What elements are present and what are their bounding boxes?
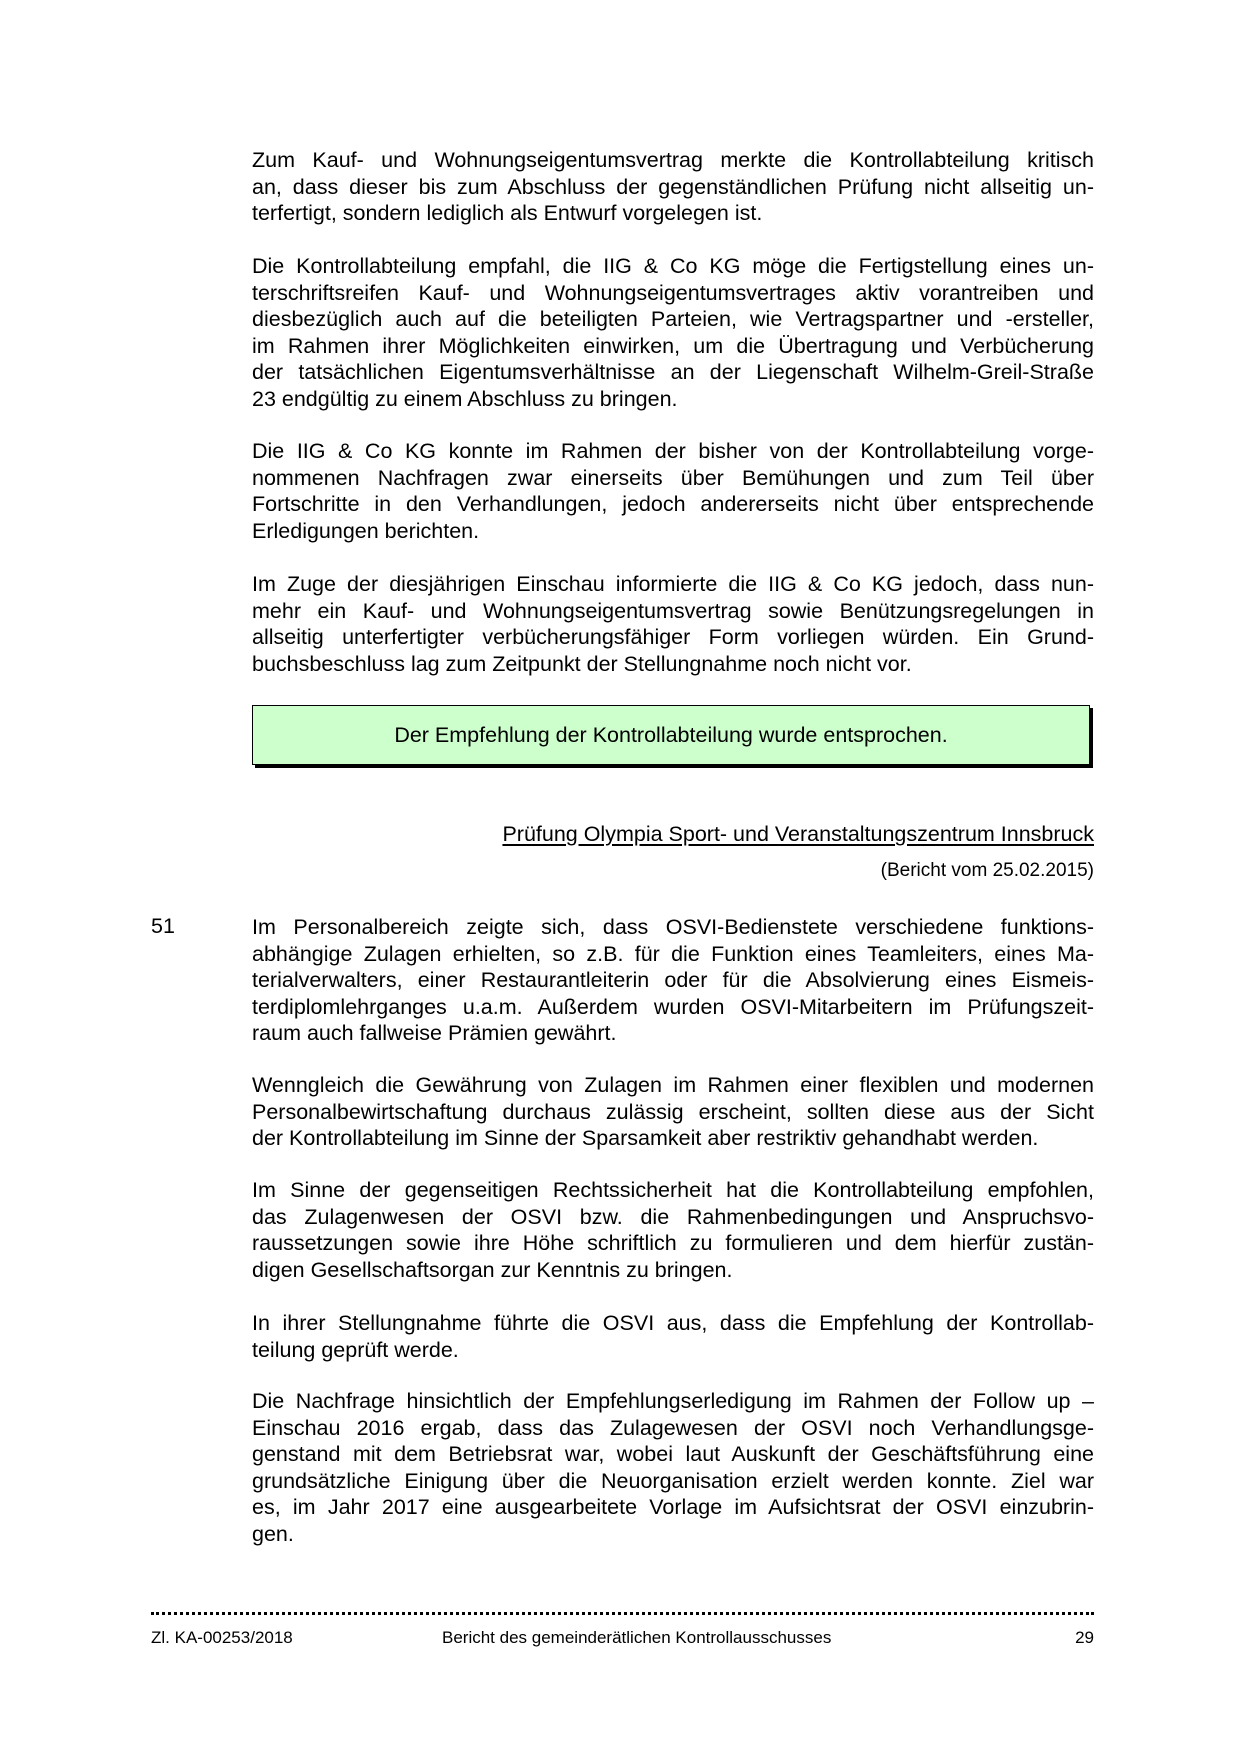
- paragraph-follow-up: [252, 1388, 1094, 1547]
- text-line: allseitig unterfertigter verbücherungsfähiger Form vorliegen würden. Ein Grund-: [252, 625, 1094, 649]
- paragraph-inquiries: [252, 438, 1094, 544]
- text-line: Wenngleich die Gewährung von Zulagen im Rahmen einer flexiblen und modernen: [252, 1073, 1094, 1097]
- item-number: 51: [151, 914, 175, 938]
- recommendation-status-box: [252, 705, 1090, 765]
- paragraph-inspection-result: [252, 571, 1094, 677]
- text-line: buchsbeschluss lag zum Zeitpunkt der Stellungnahme noch nicht vor.: [252, 651, 912, 676]
- text-line: diesbezüglich auch auf die beteiligten Parteien, wie Vertragspartner und -ersteller,: [252, 307, 1094, 331]
- paragraph-personnel-allowances: [252, 914, 1094, 1047]
- text-line: terfertigt, sondern lediglich als Entwurf vorgelegen ist.: [252, 201, 763, 225]
- text-line: genstand mit dem Betriebsrat war, wobei laut Auskunft der Geschäftsführung eine: [252, 1442, 1094, 1466]
- footer-reference: Zl. KA-00253/2018: [151, 1628, 293, 1647]
- text-line: das Zulagenwesen der OSVI bzw. die Rahmenbedingungen und Anspruchsvo-: [252, 1204, 1094, 1229]
- text-line: raussetzungen sowie ihre Höhe schriftlich zu formulieren und dem hierfür zustän-: [252, 1231, 1094, 1255]
- text-line: Die IIG & Co KG konnte im Rahmen der bisher von der Kontrollabteilung vorge-: [252, 439, 1094, 463]
- text-line: der Kontrollabteilung im Sinne der Sparsamkeit aber restriktiv gehandhabt werden.: [252, 1126, 1039, 1150]
- text-line: Im Sinne der gegenseitigen Rechtssicherheit hat die Kontrollabteilung empfohlen,: [252, 1178, 1094, 1202]
- text-line: Fortschritte in den Verhandlungen, jedoch andererseits nicht über entsprechende: [252, 492, 1094, 516]
- text-line: teilung geprüft werde.: [252, 1337, 459, 1362]
- text-line: Einschau 2016 ergab, dass das Zulagewesen der OSVI noch Verhandlungsge-: [252, 1415, 1094, 1440]
- text-line: gen.: [252, 1521, 294, 1546]
- text-line: terialverwalters, einer Restaurantleiterin oder für die Absolvierung eines Eismeis-: [252, 968, 1094, 992]
- text-line: terschriftsreifen Kauf- und Wohnungseigentumsvertrages aktiv vorantreiben und: [252, 280, 1094, 305]
- section-subtitle: (Bericht vom 25.02.2015): [880, 860, 1094, 881]
- text-line: Die Kontrollabteilung empfahl, die IIG & Co KG möge die Fertigstellung eines un-: [252, 254, 1094, 278]
- footer-divider: [151, 1612, 1094, 1615]
- section-title: Prüfung Olympia Sport- und Veranstaltungszentrum Innsbruck: [502, 822, 1094, 846]
- paragraph-recommendation: [252, 253, 1094, 412]
- text-line: Die Nachfrage hinsichtlich der Empfehlungserledigung im Rahmen der Follow up –: [252, 1389, 1094, 1413]
- text-line: terdiplomlehrganges u.a.m. Außerdem wurden OSVI-Mitarbeitern im Prüfungszeit-: [252, 994, 1094, 1019]
- text-line: nommenen Nachfragen zwar einerseits über Bemühungen und zum Teil über: [252, 465, 1094, 490]
- text-line: an, dass dieser bis zum Abschluss der gegenständlichen Prüfung nicht allseitig un-: [252, 174, 1094, 199]
- page-number: 29: [1075, 1628, 1094, 1647]
- text-line: Personalbewirtschaftung durchaus zulässig erscheint, sollten diese aus der Sicht: [252, 1099, 1094, 1124]
- text-line: In ihrer Stellungnahme führte die OSVI aus, dass die Empfehlung der Kontrollab-: [252, 1311, 1094, 1335]
- paragraph-allowance-assessment: [252, 1072, 1094, 1152]
- paragraph-legal-certainty: [252, 1177, 1094, 1283]
- text-line: raum auch fallweise Prämien gewährt.: [252, 1021, 617, 1045]
- text-line: 23 endgültig zu einem Abschluss zu bringen.: [252, 386, 678, 411]
- text-line: Im Zuge der diesjährigen Einschau informierte die IIG & Co KG jedoch, dass nun-: [252, 572, 1094, 596]
- text-line: es, im Jahr 2017 eine ausgearbeitete Vorlage im Aufsichtsrat der OSVI einzubrin-: [252, 1495, 1094, 1519]
- text-line: digen Gesellschaftsorgan zur Kenntnis zu bringen.: [252, 1257, 733, 1282]
- paragraph-contract-criticism: [252, 147, 1094, 227]
- text-line: abhängige Zulagen erhielten, so z.B. für die Funktion eines Teamleiters, eines Ma-: [252, 941, 1094, 966]
- text-line: Erledigungen berichten.: [252, 518, 480, 543]
- text-line: der tatsächlichen Eigentumsverhältnisse an der Liegenschaft Wilhelm-Greil-Straße: [252, 360, 1094, 384]
- paragraph-osvi-statement: [252, 1310, 1094, 1363]
- text-line: Zum Kauf- und Wohnungseigentumsvertrag merkte die Kontrollabteilung kritisch: [252, 148, 1094, 172]
- recommendation-status-text: Der Empfehlung der Kontrollabteilung wurde entsprochen.: [394, 722, 948, 747]
- text-line: mehr ein Kauf- und Wohnungseigentumsvertrag sowie Benützungsregelungen in: [252, 598, 1094, 623]
- text-line: grundsätzliche Einigung über die Neuorganisation erzielt werden konnte. Ziel war: [252, 1468, 1094, 1493]
- text-line: im Rahmen ihrer Möglichkeiten einwirken, um die Übertragung und Verbücherung: [252, 333, 1094, 358]
- text-line: Im Personalbereich zeigte sich, dass OSVI-Bedienstete verschiedene funktions-: [252, 915, 1094, 939]
- footer-report-title: Bericht des gemeinderätlichen Kontrollausschusses: [442, 1628, 832, 1647]
